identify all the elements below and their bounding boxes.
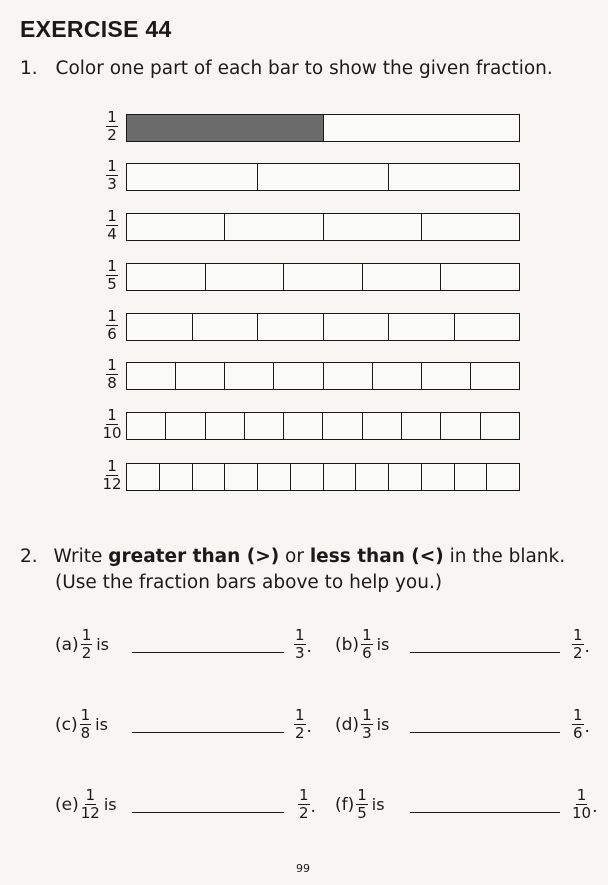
comparison-label: (c) — [55, 714, 78, 735]
bar-segment[interactable] — [206, 413, 245, 439]
comparison-right — [294, 708, 312, 741]
fraction-numerator: 1 — [107, 108, 117, 126]
answer-blank[interactable] — [410, 812, 560, 813]
comparison-right — [572, 708, 590, 741]
fraction-bar — [126, 463, 520, 491]
bar-segment[interactable] — [324, 314, 390, 340]
fraction-numerator: 1 — [107, 257, 117, 275]
fraction-numerator: 1 — [107, 406, 117, 424]
fraction-denominator: 12 — [102, 475, 122, 493]
fraction-numerator: 1 — [107, 457, 117, 475]
bar-segment[interactable] — [160, 464, 193, 490]
fraction-numerator: 1 — [362, 706, 372, 724]
bar-segment[interactable] — [284, 264, 363, 290]
exercise-title: EXERCISE 44 — [20, 16, 172, 42]
fraction-numerator: 1 — [357, 786, 367, 804]
bar-segment[interactable] — [487, 464, 519, 490]
fraction-numerator: 1 — [107, 207, 117, 225]
bar-segment[interactable] — [127, 164, 258, 190]
bar-segment[interactable] — [127, 464, 160, 490]
fraction-numerator: 1 — [573, 626, 583, 644]
fraction-bar — [126, 412, 520, 440]
comparison-right — [572, 628, 590, 661]
fraction-denominator: 5 — [357, 804, 367, 822]
comparison-label: (a) — [55, 634, 79, 655]
bar-segment[interactable] — [193, 464, 226, 490]
comparison-label: (b) — [335, 634, 360, 655]
bar-segment-shaded[interactable] — [127, 115, 324, 141]
bar-segment[interactable] — [193, 314, 259, 340]
fraction-denominator: 6 — [362, 644, 372, 662]
fraction-denominator: 2 — [299, 804, 309, 822]
question-1-text: Color one part of each bar to show the given fraction. — [55, 58, 553, 79]
comparison-left — [335, 628, 389, 661]
is-text: is — [376, 635, 390, 654]
bar-fraction-label — [100, 358, 124, 391]
fraction-denominator: 6 — [107, 325, 117, 343]
bar-segment[interactable] — [324, 214, 422, 240]
bar-segment[interactable] — [389, 314, 455, 340]
comparison-label: (f) — [335, 794, 355, 815]
bar-segment[interactable] — [356, 464, 389, 490]
bar-segment[interactable] — [373, 363, 422, 389]
question-2-post: in the blank. — [443, 546, 566, 567]
fraction-denominator: 10 — [572, 804, 592, 822]
less-than-label: less than (<) — [309, 546, 444, 567]
question-2-pre: Write — [53, 546, 109, 567]
fraction-numerator: 1 — [295, 706, 305, 724]
period: . — [584, 637, 590, 657]
fraction-numerator: 1 — [81, 626, 92, 644]
period: . — [592, 797, 598, 817]
page-number: 99 — [296, 862, 310, 875]
comparison-left — [55, 788, 117, 821]
is-text: is — [376, 715, 390, 734]
fraction-numerator: 1 — [107, 307, 117, 325]
fraction-numerator: 1 — [107, 157, 117, 175]
fraction-bar — [126, 313, 520, 341]
comparison-label: (e) — [55, 794, 79, 815]
bar-segment[interactable] — [245, 413, 284, 439]
bar-segment[interactable] — [258, 164, 389, 190]
question-2-number: 2. — [20, 546, 38, 567]
bar-segment[interactable] — [225, 363, 274, 389]
bar-fraction-label — [100, 408, 124, 441]
fraction-denominator: 2 — [81, 644, 92, 662]
bar-fraction-label — [100, 110, 124, 143]
comparison-right — [294, 628, 312, 661]
bar-segment[interactable] — [166, 413, 205, 439]
bar-segment[interactable] — [363, 264, 442, 290]
period: . — [584, 717, 590, 737]
bar-segment[interactable] — [225, 214, 323, 240]
comparison-label: (d) — [335, 714, 360, 735]
bar-segment[interactable] — [274, 363, 323, 389]
fraction-denominator: 12 — [80, 804, 100, 822]
question-1 — [20, 56, 553, 82]
bar-segment[interactable] — [206, 264, 285, 290]
bar-segment[interactable] — [127, 314, 193, 340]
comparison-left — [55, 708, 108, 741]
fraction-denominator: 10 — [102, 424, 122, 442]
comparison-right — [298, 788, 316, 821]
fraction-numerator: 1 — [299, 786, 309, 804]
is-text: is — [96, 635, 110, 654]
comparison-left — [335, 788, 385, 821]
fraction-denominator: 2 — [573, 644, 583, 662]
answer-blank[interactable] — [132, 732, 284, 733]
bar-segment[interactable] — [258, 314, 324, 340]
fraction-numerator: 1 — [80, 706, 91, 724]
fraction-denominator: 6 — [573, 724, 583, 742]
bar-segment[interactable] — [422, 214, 519, 240]
question-2-mid: or — [279, 546, 310, 567]
fraction-denominator: 3 — [362, 724, 372, 742]
bar-segment[interactable] — [127, 264, 206, 290]
bar-segment[interactable] — [258, 464, 291, 490]
fraction-numerator: 1 — [573, 706, 583, 724]
fraction-numerator: 1 — [295, 626, 305, 644]
bar-segment[interactable] — [455, 314, 520, 340]
period: . — [306, 637, 312, 657]
bar-segment[interactable] — [127, 413, 166, 439]
period: . — [306, 717, 312, 737]
fraction-denominator: 2 — [107, 126, 117, 144]
bar-segment[interactable] — [324, 115, 520, 141]
answer-blank[interactable] — [410, 732, 560, 733]
is-text: is — [371, 795, 385, 814]
fraction-denominator: 2 — [295, 724, 305, 742]
bar-segment[interactable] — [471, 363, 519, 389]
bar-segment[interactable] — [176, 363, 225, 389]
fraction-numerator: 1 — [85, 786, 96, 804]
bar-segment[interactable] — [324, 363, 373, 389]
question-2 — [20, 544, 565, 570]
bar-fraction-label — [100, 159, 124, 192]
bar-segment[interactable] — [389, 464, 422, 490]
bar-segment[interactable] — [284, 413, 323, 439]
answer-blank[interactable] — [132, 652, 284, 653]
bar-segment[interactable] — [422, 363, 471, 389]
bar-segment[interactable] — [323, 413, 362, 439]
fraction-bar — [126, 362, 520, 390]
fraction-denominator: 8 — [107, 374, 117, 392]
bar-segment[interactable] — [455, 464, 488, 490]
question-1-number: 1. — [20, 58, 38, 79]
bar-segment[interactable] — [127, 214, 225, 240]
fraction-denominator: 4 — [107, 225, 117, 243]
fraction-bar — [126, 114, 520, 142]
answer-blank[interactable] — [410, 652, 560, 653]
bar-segment[interactable] — [127, 363, 176, 389]
fraction-denominator: 3 — [295, 644, 305, 662]
fraction-bar — [126, 213, 520, 241]
answer-blank[interactable] — [132, 812, 284, 813]
greater-than-label: greater than (>) — [108, 546, 280, 567]
fraction-numerator: 1 — [362, 626, 372, 644]
fraction-bar — [126, 263, 520, 291]
fraction-numerator: 1 — [576, 786, 587, 804]
period: . — [310, 797, 316, 817]
bar-fraction-label — [100, 309, 124, 342]
question-2-hint: (Use the fraction bars above to help you.) — [55, 572, 443, 593]
bar-segment[interactable] — [363, 413, 402, 439]
comparison-left — [55, 628, 109, 661]
bar-segment[interactable] — [441, 264, 519, 290]
fraction-denominator: 5 — [107, 275, 117, 293]
bar-segment[interactable] — [324, 464, 357, 490]
bar-segment[interactable] — [225, 464, 258, 490]
fraction-denominator: 3 — [107, 175, 117, 193]
bar-fraction-label — [100, 459, 124, 492]
bar-segment[interactable] — [389, 164, 519, 190]
fraction-numerator: 1 — [107, 356, 117, 374]
comparison-left — [335, 708, 389, 741]
bar-segment[interactable] — [422, 464, 455, 490]
is-text: is — [95, 715, 108, 734]
bar-fraction-label — [100, 259, 124, 292]
bar-segment[interactable] — [441, 413, 480, 439]
comparison-right — [572, 788, 598, 821]
bar-segment[interactable] — [291, 464, 324, 490]
fraction-denominator: 8 — [80, 724, 91, 742]
bar-segment[interactable] — [402, 413, 441, 439]
bar-segment[interactable] — [481, 413, 519, 439]
fraction-bar — [126, 163, 520, 191]
is-text: is — [103, 795, 117, 814]
bar-fraction-label — [100, 209, 124, 242]
